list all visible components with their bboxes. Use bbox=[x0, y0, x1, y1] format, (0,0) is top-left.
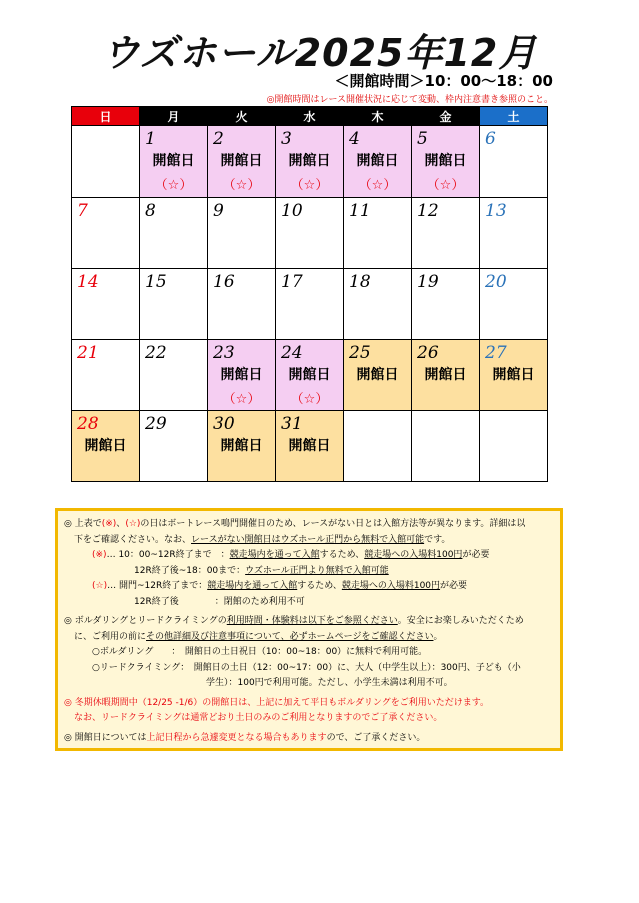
calendar-day-cell bbox=[72, 411, 140, 482]
day-number: 22 bbox=[145, 343, 167, 363]
open-day-label: 開館日 bbox=[152, 153, 195, 169]
race-day-mark: （☆） bbox=[222, 392, 261, 407]
calendar-day-cell bbox=[344, 198, 412, 269]
calendar-week-row bbox=[72, 411, 548, 482]
calendar-day-cell bbox=[276, 198, 344, 269]
calendar-day-cell bbox=[276, 126, 344, 198]
calendar-day-cell bbox=[412, 126, 480, 198]
calendar-day-cell bbox=[140, 411, 208, 482]
calendar-day-cell bbox=[72, 269, 140, 340]
day-number: 15 bbox=[145, 272, 167, 292]
calendar-day-cell bbox=[344, 269, 412, 340]
calendar-day-cell bbox=[412, 198, 480, 269]
day-number: 31 bbox=[281, 414, 303, 434]
weekday-thu: 木 bbox=[344, 107, 412, 126]
calendar-day-cell bbox=[140, 340, 208, 411]
day-number: 13 bbox=[485, 201, 507, 221]
note-line: ◎ ボルダリングとリードクライミングの利用時間・体験料は以下をご参照ください。安全にお楽しみいただくため bbox=[64, 616, 524, 626]
open-day-label: 開館日 bbox=[424, 367, 467, 383]
weekday-mon: 月 bbox=[140, 107, 208, 126]
day-number: 24 bbox=[281, 343, 303, 363]
calendar-day-cell bbox=[276, 269, 344, 340]
open-day-label: 開館日 bbox=[220, 367, 263, 383]
note-line: ◎ 冬期休暇期間中（12/25 -1/6）の開館日は、上記に加えて平日もボルダリングをご利用いただけます。 bbox=[64, 697, 489, 708]
note-line: 学生）：100円で利用可能。ただし、小学生未満は利用不可。 bbox=[206, 678, 453, 688]
race-day-mark: （☆） bbox=[426, 178, 465, 193]
day-number: 27 bbox=[485, 343, 507, 363]
calendar-day-cell bbox=[480, 411, 548, 482]
note-line: 12R終了後 ：閉館のため利用不可 bbox=[134, 596, 305, 607]
calendar-day-cell bbox=[72, 126, 140, 198]
day-number: 3 bbox=[281, 129, 292, 149]
open-day-label: 開館日 bbox=[288, 438, 331, 454]
day-number: 1 bbox=[145, 129, 156, 149]
day-number: 4 bbox=[349, 129, 360, 149]
calendar-day-cell bbox=[208, 411, 276, 482]
day-number: 17 bbox=[281, 272, 303, 292]
calendar-day-cell bbox=[480, 269, 548, 340]
note-line: ◎ 開館日については上記日程から急遽変更となる場合もありますので、ご了承ください。 bbox=[64, 732, 426, 743]
open-day-label: 開館日 bbox=[288, 153, 331, 169]
calendar-day-cell bbox=[344, 411, 412, 482]
open-day-label: 開館日 bbox=[424, 153, 467, 169]
day-number: 28 bbox=[77, 414, 99, 434]
calendar-day-cell bbox=[480, 126, 548, 198]
page-title: ウズホール2025年12月 bbox=[101, 31, 538, 75]
calendar-day-cell bbox=[208, 198, 276, 269]
day-number: 10 bbox=[281, 201, 303, 221]
calendar-day-cell bbox=[208, 340, 276, 411]
day-number: 19 bbox=[417, 272, 439, 292]
note-line: ○ボルダリング ： 開館日の土日祝日（10：00~18：00）に無料で利用可能。 bbox=[92, 647, 428, 657]
open-day-label: 開館日 bbox=[492, 367, 535, 383]
notes-box bbox=[55, 508, 563, 751]
day-number: 5 bbox=[417, 129, 428, 149]
calendar-day-cell bbox=[140, 126, 208, 198]
weekday-wed: 水 bbox=[276, 107, 344, 126]
race-day-mark: （☆） bbox=[222, 178, 261, 193]
note-line: (☆)… 開門~12R終了まで：競走場内を通って入館するため、競走場への入場料100円が必要 bbox=[92, 581, 468, 591]
note-line: ○リードクライミング： 開館日の土日（12：00~17：00）に、大人（中学生以上）：300円、子ども（小 bbox=[92, 662, 521, 673]
day-number: 9 bbox=[213, 201, 224, 221]
day-number: 20 bbox=[485, 272, 507, 292]
open-day-label: 開館日 bbox=[356, 367, 399, 383]
calendar-table bbox=[71, 106, 548, 482]
day-number: 30 bbox=[213, 414, 235, 434]
calendar-day-cell bbox=[344, 340, 412, 411]
calendar-day-cell bbox=[412, 340, 480, 411]
day-number: 12 bbox=[417, 201, 439, 221]
weekday-header-row bbox=[72, 107, 548, 126]
day-number: 14 bbox=[77, 272, 99, 292]
calendar-day-cell bbox=[276, 340, 344, 411]
calendar-day-cell bbox=[72, 340, 140, 411]
note-line: 下をご確認ください。なお、レースがない開館日はウズホール正門から無料で入館可能です。 bbox=[74, 534, 451, 545]
calendar-day-cell bbox=[140, 198, 208, 269]
open-day-label: 開館日 bbox=[220, 438, 263, 454]
calendar-day-cell bbox=[344, 126, 412, 198]
calendar-day-cell bbox=[276, 411, 344, 482]
note-line: に、ご利用の前にその他詳細及び注意事項について、必ずホームページをご確認ください。 bbox=[74, 631, 443, 642]
weekday-sun: 日 bbox=[72, 107, 140, 126]
day-number: 2 bbox=[213, 129, 224, 149]
open-day-label: 開館日 bbox=[220, 153, 263, 169]
weekday-sat: 土 bbox=[480, 107, 548, 126]
race-day-mark: （☆） bbox=[154, 178, 193, 193]
day-number: 21 bbox=[77, 343, 99, 363]
note-line: ◎ 上表で(※)、(☆)の日はボートレース鳴門開催日のため、レースがない日とは入館方法等が異なります。詳細は以 bbox=[64, 519, 526, 529]
calendar-day-cell bbox=[480, 340, 548, 411]
calendar-day-cell bbox=[208, 269, 276, 340]
open-day-label: 開館日 bbox=[288, 367, 331, 383]
day-number: 26 bbox=[417, 343, 439, 363]
weekday-tue: 火 bbox=[208, 107, 276, 126]
day-number: 6 bbox=[485, 129, 496, 149]
calendar-day-cell bbox=[72, 198, 140, 269]
calendar-week-row bbox=[72, 269, 548, 340]
note-line: (※)… 10：00~12R終了まで ：競走場内を通って入館するため、競走場への入場料100円が必要 bbox=[92, 550, 490, 560]
day-number: 18 bbox=[349, 272, 371, 292]
day-number: 16 bbox=[213, 272, 235, 292]
note-line: なお、リードクライミングは通常どおり土日のみのご利用となりますのでご了承ください。 bbox=[74, 713, 443, 723]
calendar-day-cell bbox=[208, 126, 276, 198]
race-day-mark: （☆） bbox=[290, 178, 329, 193]
open-day-label: 開館日 bbox=[84, 438, 127, 454]
open-day-label: 開館日 bbox=[356, 153, 399, 169]
day-number: 25 bbox=[349, 343, 371, 363]
hours-note: ◎開館時間はレース開催状況に応じて変動、枠内注意書き参照のこと。 bbox=[266, 95, 553, 105]
day-number: 11 bbox=[349, 201, 371, 221]
note-line: 12R終了後~18：00まで：ウズホール正門より無料で入館可能 bbox=[134, 565, 389, 576]
race-day-mark: （☆） bbox=[358, 178, 397, 193]
day-number: 29 bbox=[145, 414, 167, 434]
weekday-fri: 金 bbox=[412, 107, 480, 126]
opening-hours: ＜開館時間＞10：00～18：00 bbox=[334, 72, 553, 90]
calendar-week-row bbox=[72, 126, 548, 198]
calendar-day-cell bbox=[140, 269, 208, 340]
calendar-day-cell bbox=[412, 269, 480, 340]
day-number: 8 bbox=[145, 201, 156, 221]
day-number: 7 bbox=[77, 201, 88, 221]
calendar-day-cell bbox=[412, 411, 480, 482]
race-day-mark: （☆） bbox=[290, 392, 329, 407]
calendar-week-row bbox=[72, 198, 548, 269]
calendar-day-cell bbox=[480, 198, 548, 269]
day-number: 23 bbox=[213, 343, 235, 363]
calendar-week-row bbox=[72, 340, 548, 411]
